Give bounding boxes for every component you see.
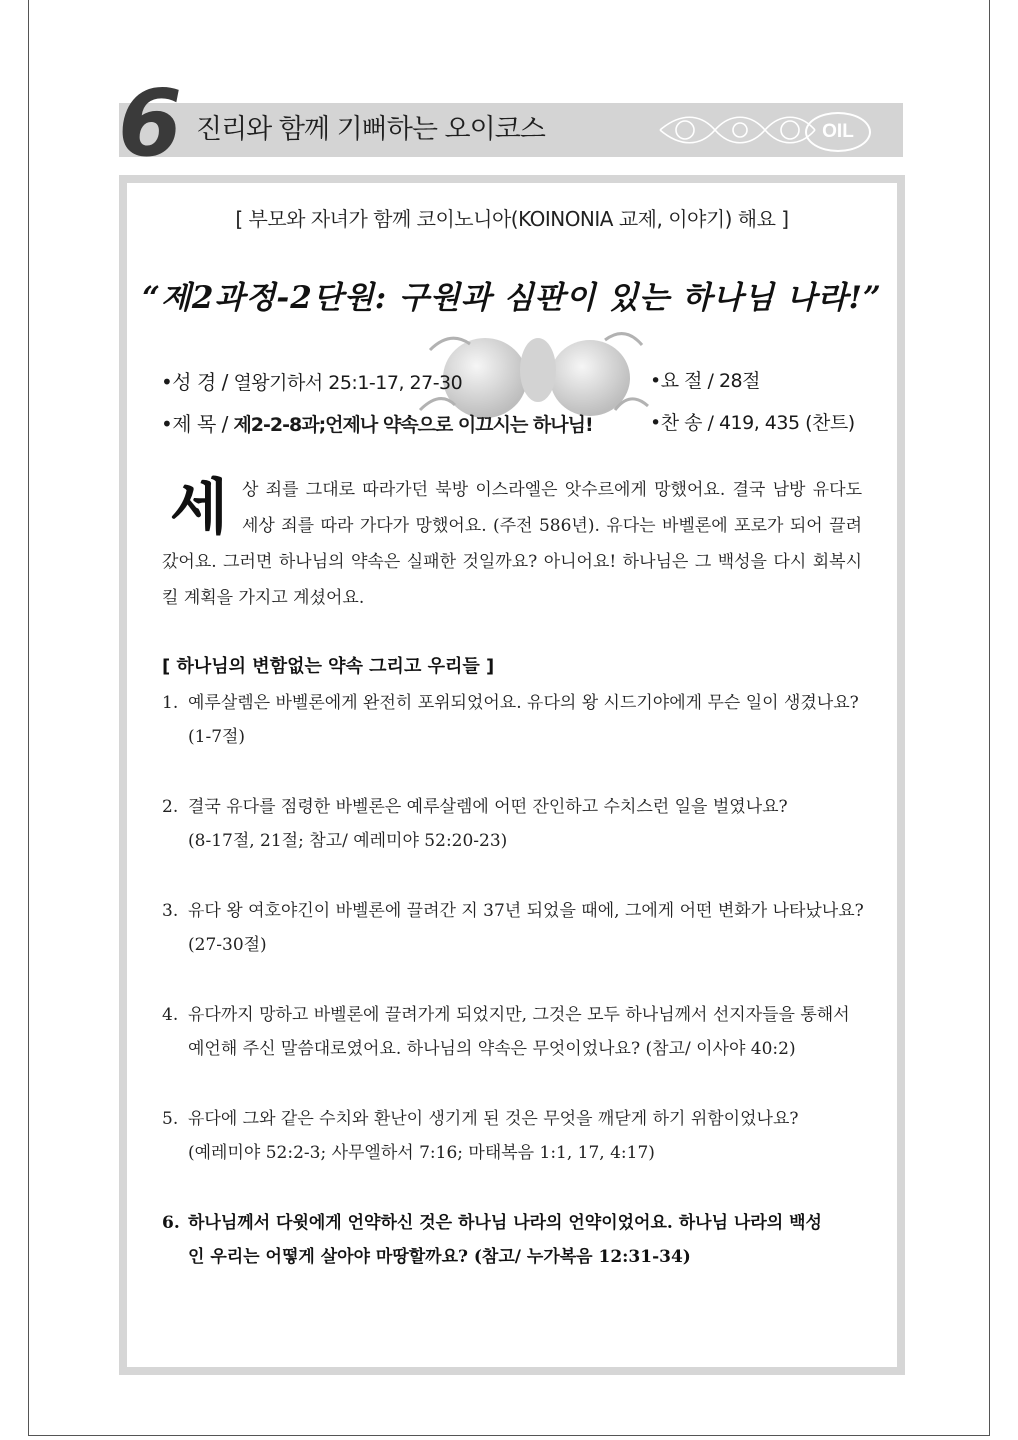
question-item — [162, 1102, 864, 1170]
question-number: 3. — [162, 901, 179, 921]
question-number: 2. — [162, 797, 179, 817]
drop-cap: 세 — [170, 473, 228, 543]
intro-paragraph — [162, 472, 862, 616]
intro-text: 상 죄를 그대로 따라가던 북방 이스라엘은 앗수르에게 망했어요. 결국 남방 유다도 세상 죄를 따라 가다가 망했어요. (주전 586년). 유다는 바벨론에 포로가 되어 끌려갔어요. 그러면 하나님의 약속은 실패한 것일까요? 아니어요! 하나님은 그 백성을 다시 회복시킬 계획을 가지고 계셨어요. — [162, 480, 862, 608]
scripture-row — [161, 366, 462, 395]
key-verse-value: 28절 — [718, 370, 760, 392]
main-title: “제2과정-2단원: 구원과 심판이 있는 하나님 나라!” — [142, 280, 882, 316]
oil-badge: OIL — [805, 112, 871, 152]
topic-row — [161, 408, 593, 437]
key-verse-row — [650, 366, 760, 393]
hymn-label: •찬 송 / — [650, 412, 714, 434]
question-number: 6. — [162, 1213, 180, 1233]
question-number: 4. — [162, 1005, 179, 1025]
chapter-number: 6 — [118, 70, 179, 177]
subtitle: [ 부모와 자녀가 함께 코이노니아(KOINONIA 교제, 이야기) 해요 ] — [235, 207, 789, 231]
key-verse-label: •요 절 / — [650, 370, 714, 392]
question-number: 5. — [162, 1109, 179, 1129]
flourish-ornament-icon — [655, 108, 820, 152]
hymn-value: 419, 435 (찬트) — [718, 412, 855, 434]
question-text: 유다 왕 여호야긴이 바벨론에 끌려간 지 37년 되었을 때에, 그에게 어떤 변화가 나타났나요? — [188, 901, 864, 921]
question-text: 예루살렘은 바벨론에게 완전히 포위되었어요. 유다의 왕 시드기야에게 무슨 일이 생겼나요? — [188, 693, 859, 713]
question-text-cont: (1-7절) — [188, 727, 246, 747]
question-item — [162, 1206, 864, 1274]
question-text-cont: 예언해 주신 말씀대로였어요. 하나님의 약속은 무엇이었나요? (참고/ 이사야 40:2) — [188, 1039, 796, 1059]
question-item — [162, 894, 864, 962]
question-text: 결국 유다를 점령한 바벨론은 예루살렘에 어떤 잔인하고 수치스런 일을 벌였나요? — [188, 797, 788, 817]
section-heading: [ 하나님의 변함없는 약속 그리고 우리들 ] — [162, 656, 495, 677]
question-text: 유다에 그와 같은 수치와 환난이 생기게 된 것은 무엇을 깨닫게 하기 위함이었나요? — [188, 1109, 799, 1129]
topic-value: 제2-2-8과;언제나 약속으로 이끄시는 하나님! — [233, 414, 593, 436]
question-item — [162, 790, 864, 858]
question-text-cont: (예레미야 52:2-3; 사무엘하서 7:16; 마태복음 1:1, 17, 4:17) — [188, 1143, 655, 1163]
topic-label: •제 목 / — [161, 412, 228, 436]
header-title: 진리와 함께 기뻐하는 오이코스 — [196, 114, 545, 145]
question-text-cont: (27-30절) — [188, 935, 267, 955]
scripture-label: •성 경 / — [161, 370, 228, 394]
question-item — [162, 686, 864, 754]
question-text: 유다까지 망하고 바벨론에 끌려가게 되었지만, 그것은 모두 하나님께서 선지자들을 통해서 — [188, 1005, 850, 1025]
scripture-value: 열왕기하서 25:1-17, 27-30 — [233, 372, 463, 394]
hymn-row — [650, 408, 855, 435]
question-text-cont: (8-17절, 21절; 참고/ 예레미야 52:20-23) — [188, 831, 508, 851]
question-text: 하나님께서 다윗에게 언약하신 것은 하나님 나라의 언약이었어요. 하나님 나라의 백성 — [188, 1213, 822, 1233]
question-number: 1. — [162, 693, 179, 713]
question-item — [162, 998, 864, 1066]
question-text-cont: 인 우리는 어떻게 살아야 마땅할까요? (참고/ 누가복음 12:31-34) — [188, 1247, 691, 1267]
